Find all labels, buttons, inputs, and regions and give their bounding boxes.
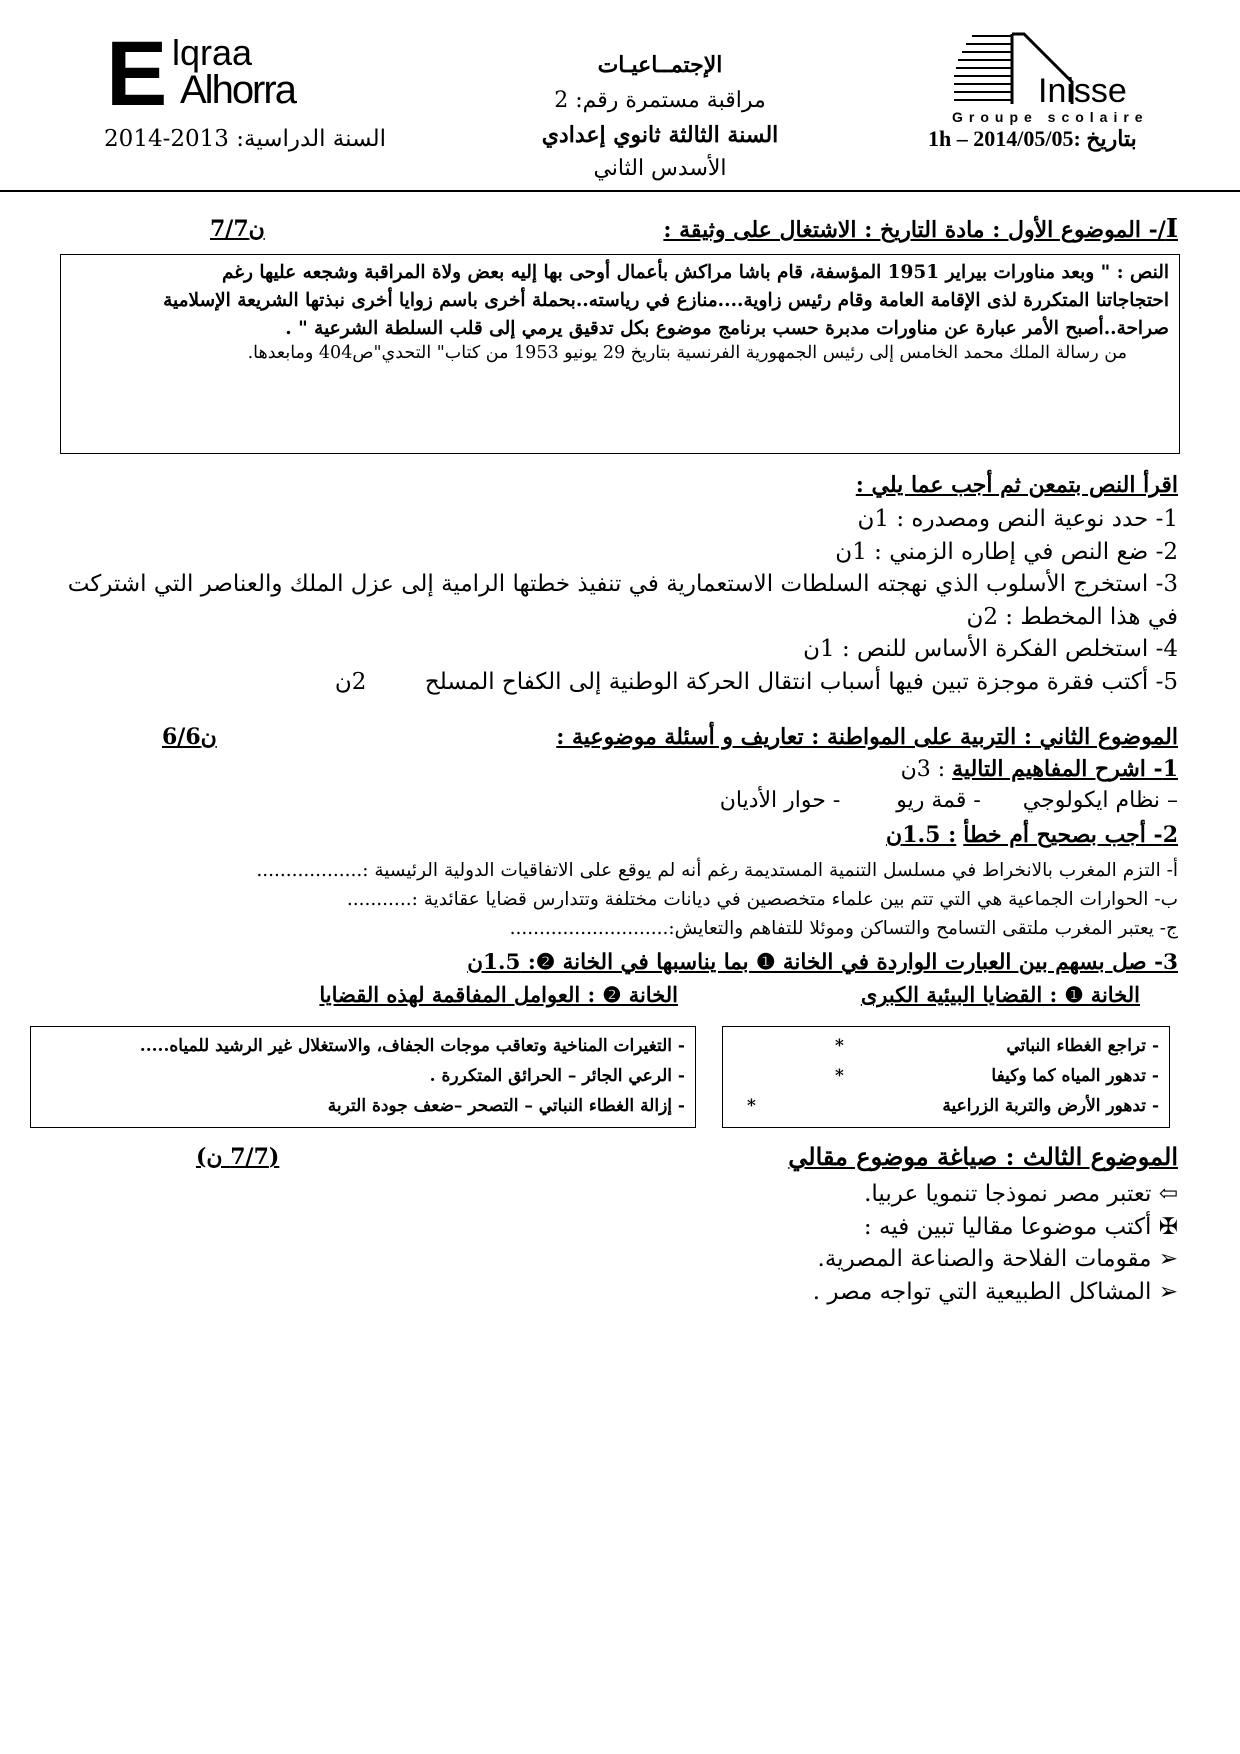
q2-score: : 1.5ن <box>886 822 957 848</box>
part1-instruction: اقرأ النص بتمعن ثم أجب عما يلي : <box>855 472 1178 498</box>
aggravating-factors-box <box>30 1026 696 1128</box>
question-item: 3- استخرج الأسلوب الذي نهجته السلطات الاستعمارية في تنفيذ خطتها الرامية إلى عزل الملك والعناصر التي اشتركت <box>67 571 1178 597</box>
part1-questions <box>38 503 1178 698</box>
issue-item: - تدهور المياه كما وكيفا * <box>733 1061 1159 1091</box>
svg-text:Groupe scolaire: Groupe scolaire <box>952 109 1149 125</box>
q1-title: 1- اشرح المفاهيم التالية <box>952 756 1178 782</box>
factor-item: - إزالة الغطاء النباتي – التصحر –ضعف جودة التربة <box>327 1096 685 1116</box>
arrow-start-marker: * <box>835 1036 844 1056</box>
q2-title: 2- أجب بصحيح أم خطأ <box>963 822 1178 848</box>
document-text-line: النص : " وبعد مناورات بيراير 1951 المؤسفة، قام باشا مراكش بأعمال أوحى بها إليه بعض ولاة المراقبة وشجعه عليها رغم <box>221 262 1169 283</box>
part1-title: /- الموضوع الأول : مادة التاريخ : الاشتغال على وثيقة : <box>663 217 1166 243</box>
arrow-start-marker: * <box>835 1066 844 1086</box>
part2-heading: الموضوع الثاني : التربية على المواطنة : تعاريف و أسئلة موضوعية : <box>556 724 1178 750</box>
issue-item: - تدهور الأرض والتربة الزراعية * <box>733 1091 1159 1121</box>
col1-title: الخانة ❶ : القضايا البيئية الكبرى <box>860 982 1140 1007</box>
essay-line: ✠ أكتب موضوعا مقاليا تبين فيه : <box>863 1213 1178 1240</box>
essay-line: ⇦ تعتبر مصر نموذجا تنمويا عربيا. <box>864 1181 1178 1207</box>
factor-item: - التغيرات المناخية وتعاقب موجات الجفاف، والاستغلال غير الرشيد للمياه..... <box>139 1036 685 1056</box>
true-false-item: ب- الحوارات الجماعية هي التي تتم بين علماء متخصصين في ديانات مختلفة وتتدارس قضايا عقائدية :........... <box>346 889 1178 910</box>
true-false-item: أ- التزم المغرب بالانخراط في مسلسل التنمية المستديمة رغم أنه لم يوقع على الاتفاقيات الدولية الرئيسية :.................. <box>256 860 1178 881</box>
q3-heading: 3- صل بسهم بين العبارت الواردة في الخانة ❶ بما يناسبها في الخانة ❷: 1.5ن <box>467 950 1178 975</box>
factor-item: - الرعي الجائر – الحرائق المتكررة . <box>429 1066 685 1086</box>
part2-score: 6/6ن <box>162 724 217 750</box>
subject-title: الإجتمــاعيـات <box>597 52 723 78</box>
true-false-item: ج- يعتبر المغرب ملتقى التسامح والتساكن وموئلا للتفاهم والتعايش:........................... <box>509 918 1178 939</box>
document-text-line: احتجاجاتنا المتكررة لذى الإقامة العامة وقام رئيس زاوية....منازع في رياسته..بحملة أخرى باسم زوايا أخرى نبذتها الشريعة الإسلامية <box>163 290 1169 311</box>
part3-instructions <box>278 1178 1178 1308</box>
part1-score: 7/7ن <box>210 216 265 242</box>
header-divider <box>0 190 1240 192</box>
document-text-box <box>60 254 1180 454</box>
part3-heading: الموضوع الثالث : صياغة موضوع مقالي <box>788 1142 1178 1171</box>
essay-line: ➢ المشاكل الطبيعية التي تواجه مصر . <box>812 1278 1178 1305</box>
document-source: من رسالة الملك محمد الخامس إلى رئيس الجمهورية الفرنسية بتاريخ 29 يونيو 1953 من كتاب" التحدي"ص404 ومابعدها. <box>247 343 1127 363</box>
issue-item: - تراجع الغطاء النباتي * <box>733 1031 1159 1061</box>
part3-score: (7/7 ن) <box>196 1144 280 1170</box>
part1-heading <box>478 214 1178 244</box>
q1-heading <box>478 756 1178 782</box>
svg-text:Inisse: Inisse <box>1038 72 1127 110</box>
question-item: 1- حدد نوعية النص ومصدره : 1ن <box>857 506 1178 532</box>
q1-concepts: – نظام ايكولوجي - قمة ريو - حوار الأديان <box>719 788 1178 813</box>
environment-issues-box <box>722 1026 1170 1128</box>
q2-heading <box>478 822 1178 848</box>
part1-number: I <box>1165 214 1178 244</box>
logo-elqraa-alhorra: E lqraa Alhorra <box>106 23 295 125</box>
q2-statements <box>58 856 1178 943</box>
question-item: 2- ضع النص في إطاره الزمني : 1ن <box>835 538 1178 565</box>
question-item: 5- أكتب فقرة موجزة تبين فيها أسباب انتقال الحركة الوطنية إلى الكفاح المسلح 2ن <box>334 668 1178 695</box>
document-text-line: صراحة..أصبح الأمر عبارة عن مناورات مدبرة حسب برنامج موضوع بكل تدقيق يرمي إلى قلب السلطة الشرعية " . <box>285 318 1169 339</box>
class-level: السنة الثالثة ثانوي إعدادي <box>541 122 779 148</box>
exam-number: مراقبة مستمرة رقم: 2 <box>554 88 766 113</box>
logo-inisse <box>952 30 1180 126</box>
arrow-start-marker: * <box>747 1096 756 1116</box>
col2-title: الخانة ❷ : العوامل المفاقمة لهذه القضايا <box>319 982 678 1007</box>
question-item: 4- استخلص الفكرة الأساس للنص : 1ن <box>803 636 1178 662</box>
essay-line: ➢ مقومات الفلاحة والصناعة المصرية. <box>817 1246 1178 1272</box>
school-year: السنة الدراسية: 2013-2014 <box>104 126 386 152</box>
q1-score: : 3ن <box>900 757 946 782</box>
semester: الأسدس الثاني <box>593 156 727 181</box>
inisse-lines-graphic <box>952 30 1180 126</box>
document-text <box>61 255 1179 343</box>
question-item: في هذا المخطط : 2ن <box>966 603 1178 630</box>
exam-date: 1h – 2014/05/05: بتاريخ <box>928 126 1137 151</box>
